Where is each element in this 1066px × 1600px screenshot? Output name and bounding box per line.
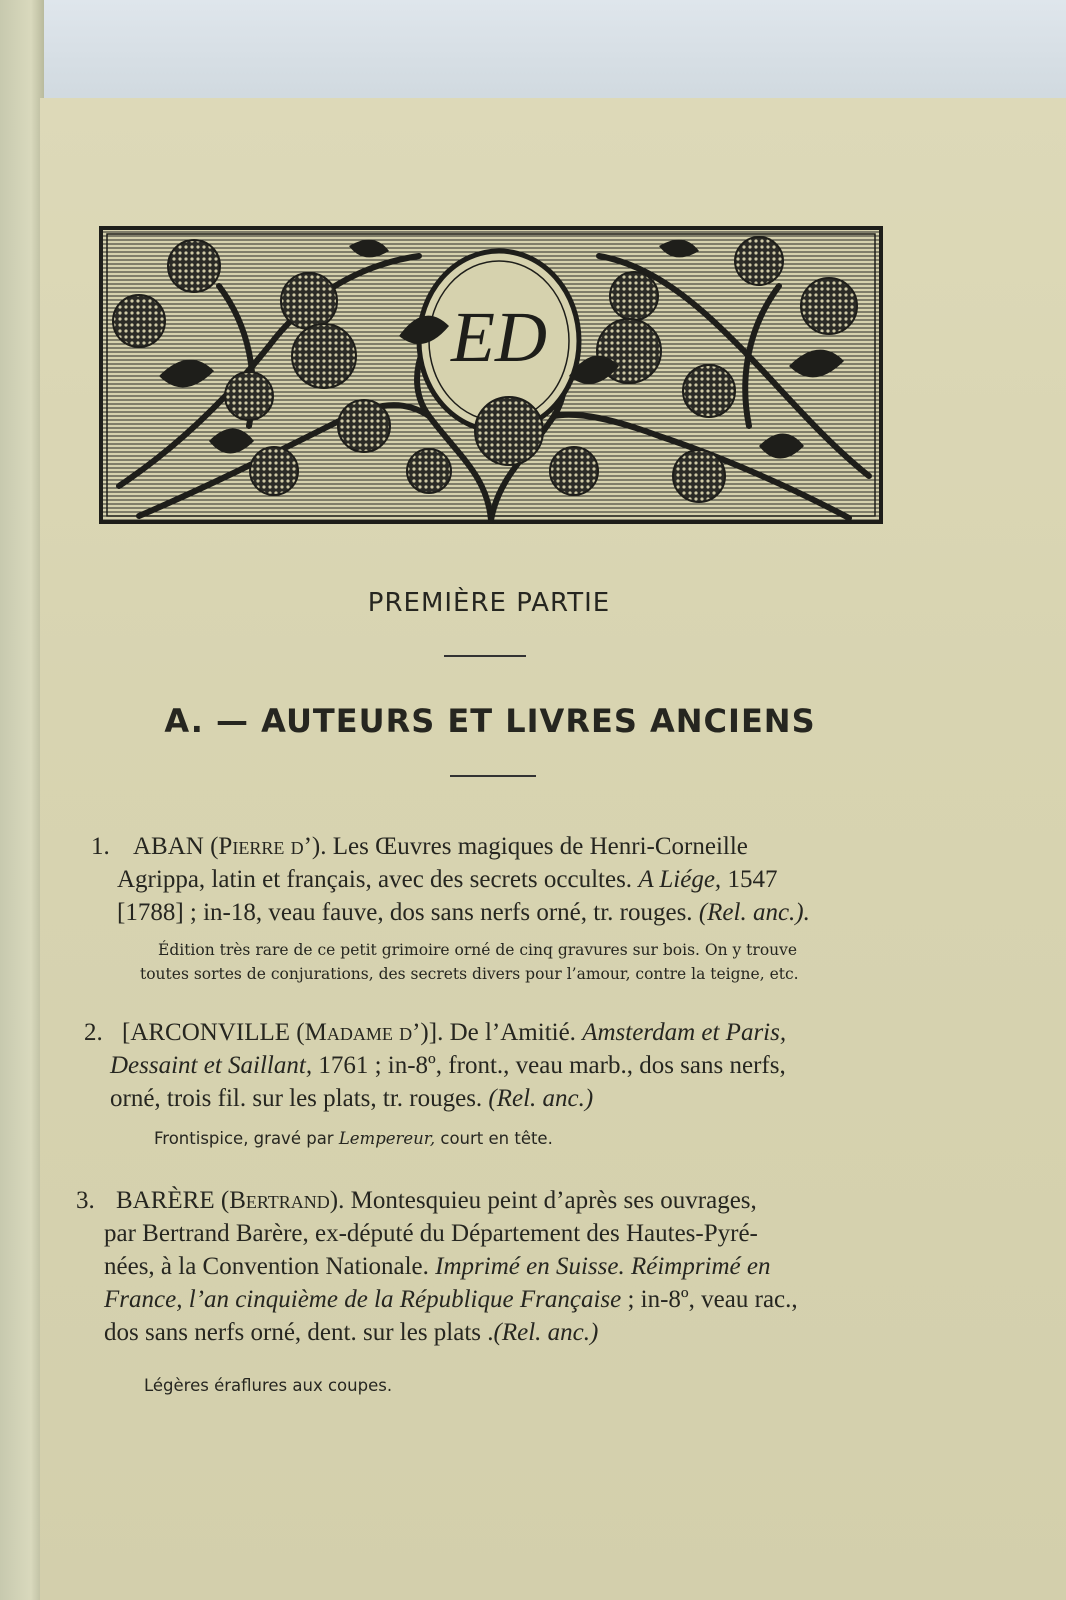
entry-text: 1761 ; in-8º, front., veau marb., dos sans nerfs, <box>312 1052 786 1079</box>
entry-text: ( <box>210 833 219 860</box>
note-text: court en tête. <box>435 1129 553 1148</box>
entry-1-note <box>140 938 900 986</box>
imprint-place: Imprimé en Suisse. Réimprimé en <box>435 1253 771 1280</box>
section-rule <box>450 775 536 777</box>
entry-text: par Bertrand Barère, ex-député du Département des Hautes-Pyré- <box>104 1220 758 1247</box>
publisher: Dessaint et Saillant, <box>110 1052 313 1079</box>
previous-page-edge <box>0 0 44 1600</box>
entry-line <box>104 1250 910 1283</box>
entry-line <box>117 863 895 896</box>
catalogue-entry-3 <box>76 1184 910 1349</box>
catalogue-page <box>40 98 1066 1600</box>
entry-text: [1788] ; in-18, veau fauve, dos sans nerfs orné, tr. rouges. <box>117 899 699 926</box>
entry-text: orné, trois fil. sur les plats, tr. rouges. <box>110 1085 489 1112</box>
entry-line <box>122 1016 888 1049</box>
author-name: Madame d’ <box>304 1019 421 1046</box>
part-title: PREMIÈRE PARTIE <box>367 588 611 618</box>
entry-number: 3. <box>76 1187 95 1214</box>
entry-text: Agrippa, latin et français, avec des secrets occultes. <box>117 866 639 893</box>
imprint-place: A Liége, <box>638 866 722 893</box>
entry-text: ABAN <box>133 833 211 860</box>
entry-line <box>110 1082 888 1115</box>
entry-line <box>116 1184 910 1217</box>
entry-3-note: Légères éraflures aux coupes. <box>144 1376 393 1395</box>
author-name: Bertrand <box>229 1187 330 1214</box>
entry-2-note <box>154 1127 914 1151</box>
entry-line <box>117 896 895 929</box>
imprint-place: France, l’an cinquième de la République Française <box>104 1286 622 1313</box>
binding-note: (Rel. anc.). <box>698 899 810 926</box>
entry-text: [ARCONVILLE ( <box>122 1019 305 1046</box>
floral-headpiece-ornament <box>99 226 883 524</box>
binding-note: (Rel. anc.) <box>493 1319 599 1346</box>
entry-text: nées, à la Convention Nationale. <box>104 1253 436 1280</box>
binding-note: (Rel. anc.) <box>488 1085 594 1112</box>
entry-text: )]. De l’Amitié. <box>420 1019 583 1046</box>
entry-line <box>133 830 895 863</box>
section-title: A. — AUTEURS ET LIVRES ANCIENS <box>164 702 816 740</box>
catalogue-entry-2 <box>84 1016 888 1115</box>
background-surface <box>0 0 1066 110</box>
engraver-name: Lempereur, <box>338 1129 436 1148</box>
entry-text: dos sans nerfs orné, dent. sur les plats . <box>104 1319 494 1346</box>
note-line: toutes sortes de conjurations, des secrets divers pour l’amour, contre la teigne, etc. <box>140 965 799 983</box>
svg-text:ED: ED <box>451 297 547 377</box>
entry-number: 1. <box>91 833 110 860</box>
entry-text: BARÈRE ( <box>116 1187 230 1214</box>
catalogue-entry-1 <box>91 830 895 929</box>
title-rule-short <box>444 655 526 657</box>
entry-number: 2. <box>84 1019 103 1046</box>
entry-text: 1547 <box>721 866 778 893</box>
entry-text: ; in-8º, veau rac., <box>621 1286 798 1313</box>
entry-line <box>104 1217 910 1250</box>
author-name: Pierre d’ <box>218 833 312 860</box>
entry-text: ). Les Œuvres magiques de Henri-Corneille <box>311 833 748 860</box>
note-text: Frontispice, gravé par <box>154 1129 339 1148</box>
entry-line <box>104 1283 910 1316</box>
entry-line <box>104 1316 910 1349</box>
imprint-place: Amsterdam et Paris, <box>582 1019 787 1046</box>
note-line: Édition très rare de ce petit grimoire orné de cinq gravures sur bois. On y trouve <box>158 941 798 959</box>
entry-line <box>110 1049 888 1082</box>
entry-text: ). Montesquieu peint d’après ses ouvrages, <box>329 1187 757 1214</box>
